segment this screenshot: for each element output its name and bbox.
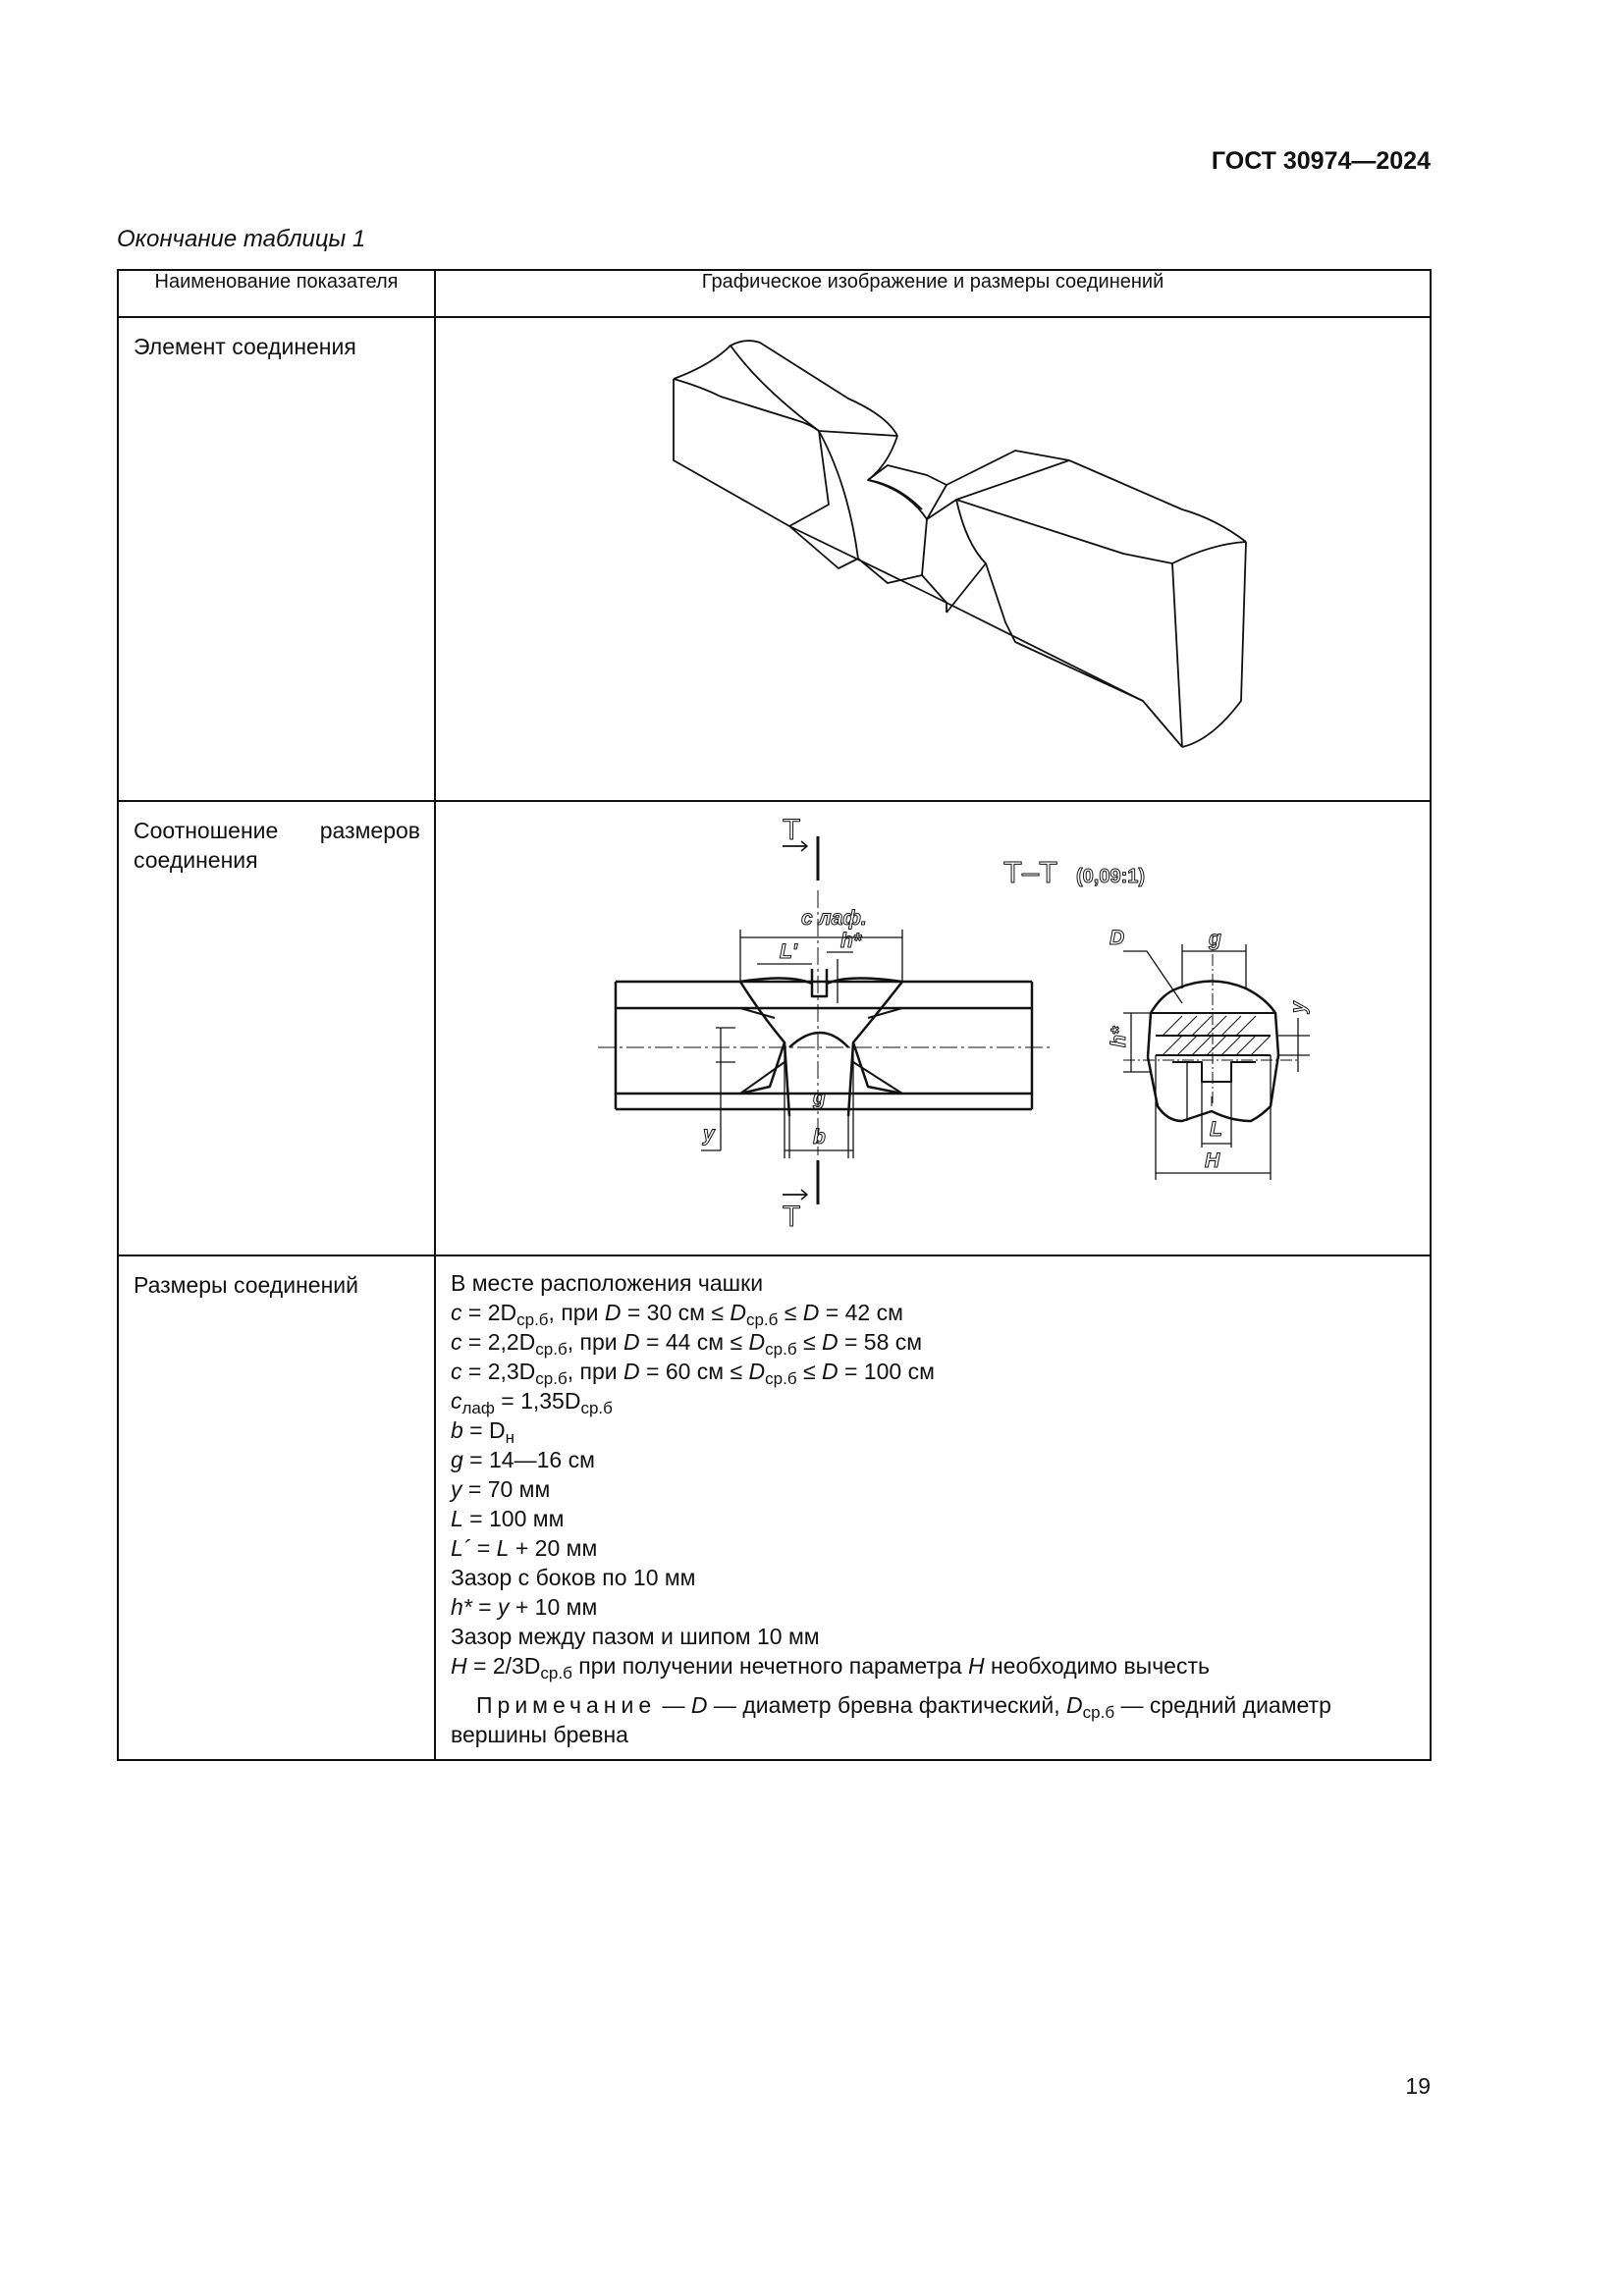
dimensions-table — [117, 269, 1432, 1761]
table-row — [118, 1255, 1431, 1760]
dim-g-section: g — [1209, 928, 1221, 950]
dim-y-left: y — [703, 1123, 715, 1146]
dim-y-section: y — [1287, 1001, 1310, 1013]
table-caption: Окончание таблицы 1 — [117, 226, 366, 252]
formula-line: $b = D_н$ — [451, 1417, 515, 1447]
dim-h-section: H — [1205, 1149, 1220, 1172]
section-mark-bottom: Т — [783, 1201, 801, 1233]
formula-line: Зазор с боков по 10 мм — [451, 1565, 696, 1590]
dim-b: b — [813, 1126, 826, 1148]
section-title: Т–Т — [1003, 855, 1058, 889]
formula-line: $c = 2,3D_{ср.б}$, при D = 60 см ≤ $D_{ср.б} \le D = 100$ см — [451, 1359, 935, 1388]
joint-element-isometric-drawing — [436, 318, 1432, 786]
table-row — [118, 801, 1431, 1255]
sizes-formulas — [435, 1255, 1431, 1760]
formula-line: В месте расположения чашки — [451, 1270, 764, 1296]
formula-line: $H = 2/3D_{ср.б}$ при получении нечетного параметра H необходимо вычесть — [451, 1653, 1210, 1682]
formula-line: L = 100 мм — [451, 1506, 565, 1531]
formula-line: $c = 2,2D_{ср.б}$, при D = 44 см ≤ $D_{ср.б} \le D = 58$ см — [451, 1329, 923, 1359]
note: Примечание — D — диаметр бревна фактический, $D_{ср.б}$ — средний диаметр вершины бревна — [451, 1692, 1331, 1747]
row-label-ratio: Соотношение размеров соединения — [118, 801, 435, 1255]
section-drawing-cell — [435, 801, 1431, 1255]
dim-h-star-top: h* — [840, 930, 861, 952]
row-label-element: Элемент соединения — [118, 317, 435, 801]
row-label-sizes: Размеры соединений — [118, 1255, 435, 1760]
formula-line: g = 14—16 см — [451, 1447, 595, 1472]
column-header-indicator: Наименование показателя — [118, 270, 435, 317]
formula-line: h* = y + 10 мм — [451, 1594, 598, 1620]
column-header-graphics: Графическое изображение и размеры соединений — [435, 270, 1431, 317]
page-number: 19 — [1405, 2073, 1431, 2099]
formula-line: $c_{лаф} = 1,35D_{ср.б}$ — [451, 1388, 613, 1417]
dim-l-section: L — [1210, 1118, 1222, 1141]
dim-c-laf: c лаф. — [801, 907, 867, 930]
formula-line: $c = 2D_{ср.б}$, при D = 30 см ≤ $D_{ср.б} \le D = 42$ см — [451, 1300, 903, 1329]
dim-l-prime: L' — [780, 940, 797, 963]
formula-line: Зазор между пазом и шипом 10 мм — [451, 1624, 820, 1649]
isometric-drawing-cell — [435, 317, 1431, 801]
table-row — [118, 317, 1431, 801]
section-mark-top: Т — [783, 814, 801, 846]
table-header-row — [118, 270, 1431, 317]
dim-g: g — [813, 1087, 826, 1109]
dim-d: D — [1110, 927, 1125, 949]
joint-section-drawing — [436, 802, 1432, 1241]
dim-h-star-section: h* — [1108, 1027, 1130, 1047]
formula-line: L´ = L + 20 мм — [451, 1535, 598, 1561]
standard-code: ГОСТ 30974—2024 — [1211, 147, 1431, 175]
formula-line: y = 70 мм — [451, 1476, 551, 1502]
section-scale: (0,09:1) — [1076, 866, 1146, 887]
